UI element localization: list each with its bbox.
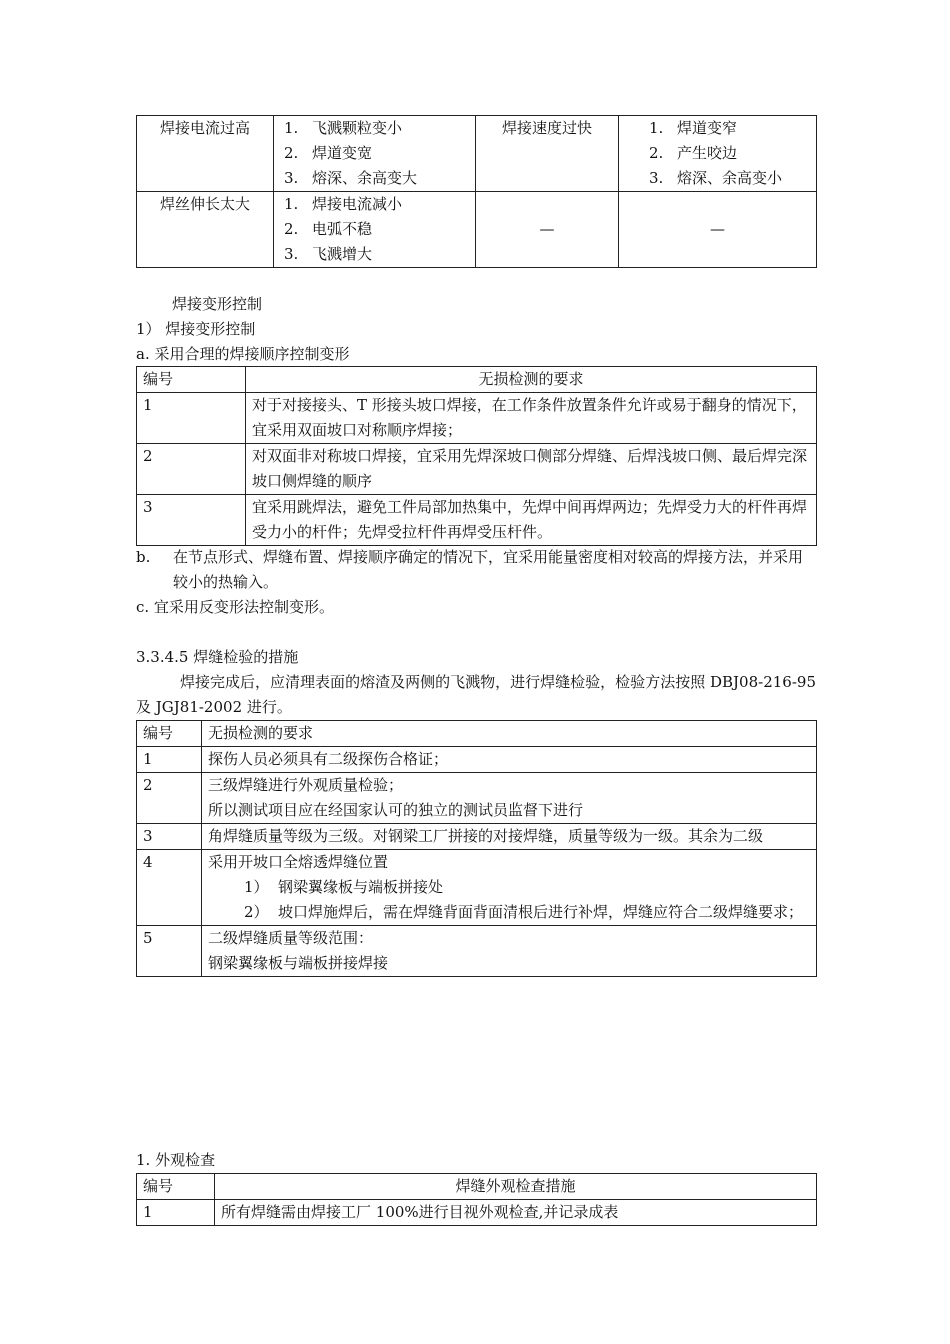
table-row [137, 116, 817, 192]
section-title: 焊接变形控制 [172, 295, 263, 313]
row-text: 三级焊缝进行外观质量检验； 所以测试项目应在经国家认可的独立的测试员监督下进行 [202, 773, 817, 824]
list-item: b. 在节点形式、焊缝布置、焊接顺序确定的情况下，宜采用能量密度相对较高的焊接方法，并采用较小的热输入。 [136, 548, 804, 591]
row-text: 对双面非对称坡口焊接，宜采用先焊深坡口侧部分焊缝、后焊浅坡口侧、最后焊完深坡口侧焊缝的顺序 [246, 444, 817, 495]
table-row [137, 747, 817, 773]
header-cell: 编号 [137, 721, 202, 747]
row-number: 4 [137, 850, 202, 926]
row-text: 对于对接接头、T 形接头坡口焊接，在工作条件放置条件允许或易于翻身的情况下，宜采用双面坡口对称顺序焊接； [246, 393, 817, 444]
header-cell: 编号 [137, 1174, 215, 1200]
row-text: 所有焊缝需由焊接工厂 100%进行目视外观检查,并记录成表 [215, 1200, 817, 1226]
table-row [137, 773, 817, 824]
empty-dash-cell: — [619, 192, 817, 268]
row-number: 1 [137, 1200, 215, 1226]
row-text: 采用开坡口全熔透焊缝位置 1） 钢梁翼缘板与端板拼接处 2） 坡口焊施焊后，需在焊缝背面背面清根后进行补焊，焊缝应符合二级焊缝要求； [202, 850, 817, 926]
paragraph: 焊接完成后，应清理表面的熔渣及两侧的飞溅物，进行焊缝检验，检验方法按照 DBJ08-216-95 及 JGJ81-2002 进行。 [136, 673, 816, 716]
table-header-row [137, 367, 817, 393]
table-row [137, 850, 817, 926]
welding-parameter-table [136, 115, 817, 268]
row-text: 二级焊缝质量等级范围： 钢梁翼缘板与端板拼接焊接 [202, 926, 817, 977]
row-number: 3 [137, 824, 202, 850]
visual-check-table [136, 1173, 817, 1226]
table-row [137, 393, 817, 444]
row-text: 探伤人员必须具有二级探伤合格证； [202, 747, 817, 773]
row-number: 2 [137, 773, 202, 824]
header-cell: 焊缝外观检查措施 [215, 1174, 817, 1200]
row-number: 2 [137, 444, 246, 495]
inspection-table [136, 720, 817, 977]
effects-cell: 1. 焊接电流减小 2. 电弧不稳 3. 飞溅增大 [274, 192, 476, 268]
header-cell: 无损检测的要求 [202, 721, 817, 747]
table-row [137, 495, 817, 546]
cause-cell: 焊接电流过高 [137, 116, 274, 192]
section-heading: 3.3.4.5 焊缝检验的措施 [136, 648, 299, 666]
header-cell: 编号 [137, 367, 246, 393]
row-text: 角焊缝质量等级为三级。对钢梁工厂拼接的对接焊缝，质量等级为一级。其余为二级 [202, 824, 817, 850]
row-number: 5 [137, 926, 202, 977]
empty-dash-cell: — [476, 192, 619, 268]
table-row [137, 824, 817, 850]
table-row [137, 192, 817, 268]
effects-cell: 1. 飞溅颗粒变小 2. 焊道变宽 3. 熔深、余高变大 [274, 116, 476, 192]
subsection-heading: 1） 焊接变形控制 [136, 320, 256, 338]
deformation-control-table [136, 366, 817, 546]
row-number: 1 [137, 747, 202, 773]
row-text: 宜采用跳焊法，避免工件局部加热集中，先焊中间再焊两边；先焊受力大的杆件再焊受力小的杆件；先焊受拉杆件再焊受压杆件。 [246, 495, 817, 546]
list-item: c. 宜采用反变形法控制变形。 [136, 598, 334, 616]
cause-cell: 焊接速度过快 [476, 116, 619, 192]
table-row [137, 1200, 817, 1226]
cause-cell: 焊丝伸长太大 [137, 192, 274, 268]
row-number: 1 [137, 393, 246, 444]
table-row [137, 444, 817, 495]
list-item: a. 采用合理的焊接顺序控制变形 [136, 345, 350, 363]
row-number: 3 [137, 495, 246, 546]
table-header-row [137, 1174, 817, 1200]
table-header-row [137, 721, 817, 747]
table-row [137, 926, 817, 977]
effects-cell: 1. 焊道变窄 2. 产生咬边 3. 熔深、余高变小 [619, 116, 817, 192]
section-heading: 1. 外观检查 [136, 1151, 216, 1169]
header-cell: 无损检测的要求 [246, 367, 817, 393]
